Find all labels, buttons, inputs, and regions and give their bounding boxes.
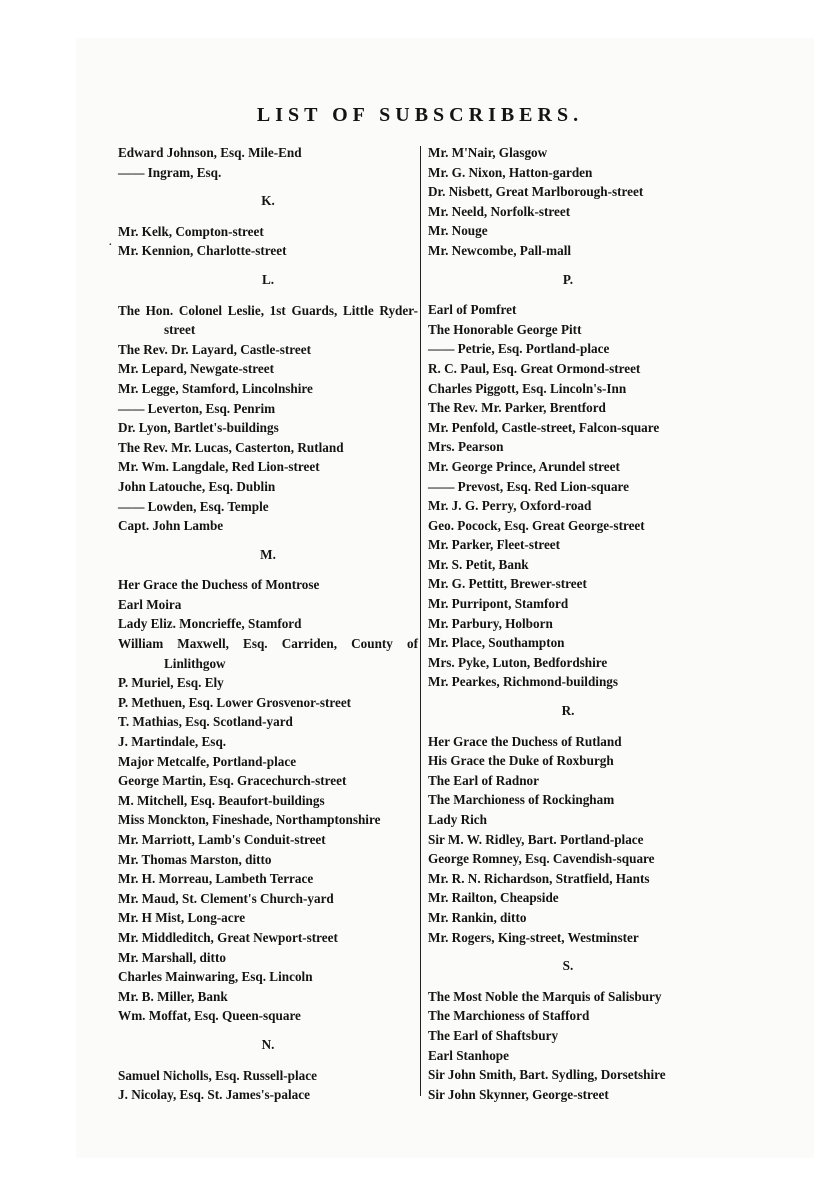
subscriber-entry: The Honorable George Pitt [428,321,582,337]
subscriber-entry: Mr. Legge, Stamford, Lincolnshire [118,380,313,396]
subscriber-entry: M. Mitchell, Esq. Beaufort-buildings [118,792,325,808]
subscriber-entry: Mr. S. Petit, Bank [428,556,529,572]
subscriber-entry: Mr. Thomas Marston, ditto [118,851,272,867]
subscriber-entry: —— Leverton, Esq. Penrim [118,400,276,416]
left-column [118,143,418,1105]
page-title: LIST OF SUBSCRIBERS. [256,104,584,126]
subscriber-entry: —— Prevost, Esq. Red Lion-square [428,478,630,494]
subscriber-entry: Mr. G. Nixon, Hatton-garden [428,164,593,180]
subscriber-entry: J. Martindale, Esq. [118,734,227,750]
subscriber-entry: Sir M. W. Ridley, Bart. Portland-place [428,831,644,847]
subscriber-entry: Mr. Kelk, Compton-street [118,223,264,239]
section-letter-heading: N. [261,1036,275,1052]
column-divider [420,146,421,1096]
subscriber-entry: Mr. Purripont, Stamford [428,596,569,612]
subscriber-entry: Charles Piggott, Esq. Lincoln's-Inn [428,380,627,396]
subscriber-entry: Mr. Maud, St. Clement's Church-yard [118,890,334,906]
subscriber-entry: Samuel Nicholls, Esq. Russell-place [118,1067,317,1083]
subscriber-entry: The Rev. Dr. Layard, Castle-street [118,341,312,357]
right-column [428,143,708,1104]
subscriber-entry: His Grace the Duke of Roxburgh [428,753,614,769]
subscriber-entry: Her Grace the Duchess of Montrose [118,577,320,593]
subscriber-entry: Mr. Neeld, Norfolk-street [428,203,571,219]
subscriber-entry: —— Petrie, Esq. Portland-place [428,341,610,357]
subscriber-entry: Her Grace the Duchess of Rutland [428,733,622,749]
subscriber-entry: Earl of Pomfret [428,302,517,318]
subscriber-entry: Earl Moira [118,596,182,612]
subscriber-entry: Mr. Parbury, Holborn [428,615,553,631]
subscriber-entry: William Maxwell, Esq. Carriden, County of Linlithgow [118,636,418,671]
subscriber-entry: Mr. George Prince, Arundel street [428,458,620,474]
subscriber-entry: P. Methuen, Esq. Lower Grosvenor-street [118,694,352,710]
subscriber-entry: Mr. Rankin, ditto [428,909,527,925]
subscriber-entry: George Romney, Esq. Cavendish-square [428,851,655,867]
subscriber-entry: Sir John Skynner, George-street [428,1086,609,1102]
subscriber-entry: Charles Mainwaring, Esq. Lincoln [118,969,313,985]
subscriber-entry: Mr. M'Nair, Glasgow [428,145,548,160]
subscriber-entry: Lady Rich [428,812,487,827]
subscriber-entry: The Rev. Mr. Parker, Brentford [428,400,606,416]
subscriber-entry: Geo. Pocock, Esq. Great George-street [428,517,645,533]
subscriber-entry: T. Mathias, Esq. Scotland-yard [118,714,293,730]
section-letter-heading: K. [261,193,275,209]
subscriber-entry: Mr. Parker, Fleet-street [428,537,561,553]
subscriber-entry: Mr. B. Miller, Bank [118,988,228,1004]
section-letter-heading: L. [261,271,275,287]
subscriber-entry: Dr. Nisbett, Great Marlborough-street [428,184,644,200]
subscriber-entry: The Rev. Mr. Lucas, Casterton, Rutland [118,439,344,455]
margin-dot: · [108,238,113,253]
subscriber-entry: Wm. Moffat, Esq. Queen-square [118,1008,301,1024]
subscriber-entry: —— Lowden, Esq. Temple [118,498,269,514]
subscriber-entry: Mr. Marshall, ditto [118,949,226,965]
subscriber-entry: Miss Monckton, Fineshade, Northamptonshire [118,812,381,828]
subscriber-entry: Mr. Wm. Langdale, Red Lion-street [118,459,320,475]
subscriber-entry: Mr. G. Pettitt, Brewer-street [428,576,587,592]
subscriber-entry: The Most Noble the Marquis of Salisbury [428,988,662,1004]
subscriber-entry: Mr. Rogers, King-street, Westminster [428,929,639,945]
subscriber-entry: The Earl of Radnor [428,772,539,788]
subscriber-entry: Mr. Nouge [428,223,488,239]
subscriber-entry: Major Metcalfe, Portland-place [118,753,297,769]
subscriber-entry: Earl Stanhope [428,1047,509,1063]
subscriber-entry: The Earl of Shaftsbury [428,1027,559,1043]
section-letter-heading: P. [562,271,574,287]
subscriber-entry: Mr. Lepard, Newgate-street [118,361,275,377]
subscriber-entry: Capt. John Lambe [118,518,224,534]
subscriber-entry: George Martin, Esq. Gracechurch-street [118,773,347,789]
subscriber-entry: Mrs. Pearson [428,439,504,455]
subscriber-entry: J. Nicolay, Esq. St. James's-palace [118,1087,310,1103]
subscriber-entry: Mr. R. N. Richardson, Stratfield, Hants [428,870,650,886]
section-letter-heading: M. [260,546,276,562]
subscriber-entry: Lady Eliz. Moncrieffe, Stamford [118,616,302,632]
subscriber-entry: Mr. Kennion, Charlotte-street [118,243,287,259]
subscriber-entry: Mr. Railton, Cheapside [428,890,559,906]
subscriber-entry: Mr. Middleditch, Great Newport-street [118,929,338,945]
subscriber-entry: The Marchioness of Stafford [428,1008,590,1024]
subscriber-entry: P. Muriel, Esq. Ely [118,675,224,691]
subscriber-entry: Mr. Pearkes, Richmond-buildings [428,674,619,690]
subscriber-entry: John Latouche, Esq. Dublin [118,478,276,494]
subscriber-entry: Mr. H. Morreau, Lambeth Terrace [118,871,314,887]
section-letter-heading: R. [561,703,575,719]
subscriber-entry: Edward Johnson, Esq. Mile-End [118,145,302,160]
subscriber-entry: Mr. Marriott, Lamb's Conduit-street [118,832,326,847]
subscriber-entry: Mr. Place, Southampton [428,635,565,651]
section-letter-heading: S. [562,958,574,974]
subscriber-entry: The Hon. Colonel Leslie, 1st Guards, Little Ryder-street [118,302,418,338]
subscriber-entry: Dr. Lyon, Bartlet's-buildings [118,420,279,436]
subscriber-entry: Sir John Smith, Bart. Sydling, Dorsetshire [428,1067,666,1083]
subscriber-entry: —— Ingram, Esq. [118,164,222,180]
subscriber-entry: The Marchioness of Rockingham [428,792,615,808]
subscriber-entry: R. C. Paul, Esq. Great Ormond-street [428,360,641,376]
subscriber-entry: Mr. Newcombe, Pall-mall [428,242,572,258]
subscriber-entry: Mr. H Mist, Long-acre [118,910,246,926]
subscriber-entry: Mrs. Pyke, Luton, Bedfordshire [428,654,608,670]
subscriber-entry: Mr. Penfold, Castle-street, Falcon-square [428,419,660,435]
subscriber-entry: Mr. J. G. Perry, Oxford-road [428,498,592,514]
